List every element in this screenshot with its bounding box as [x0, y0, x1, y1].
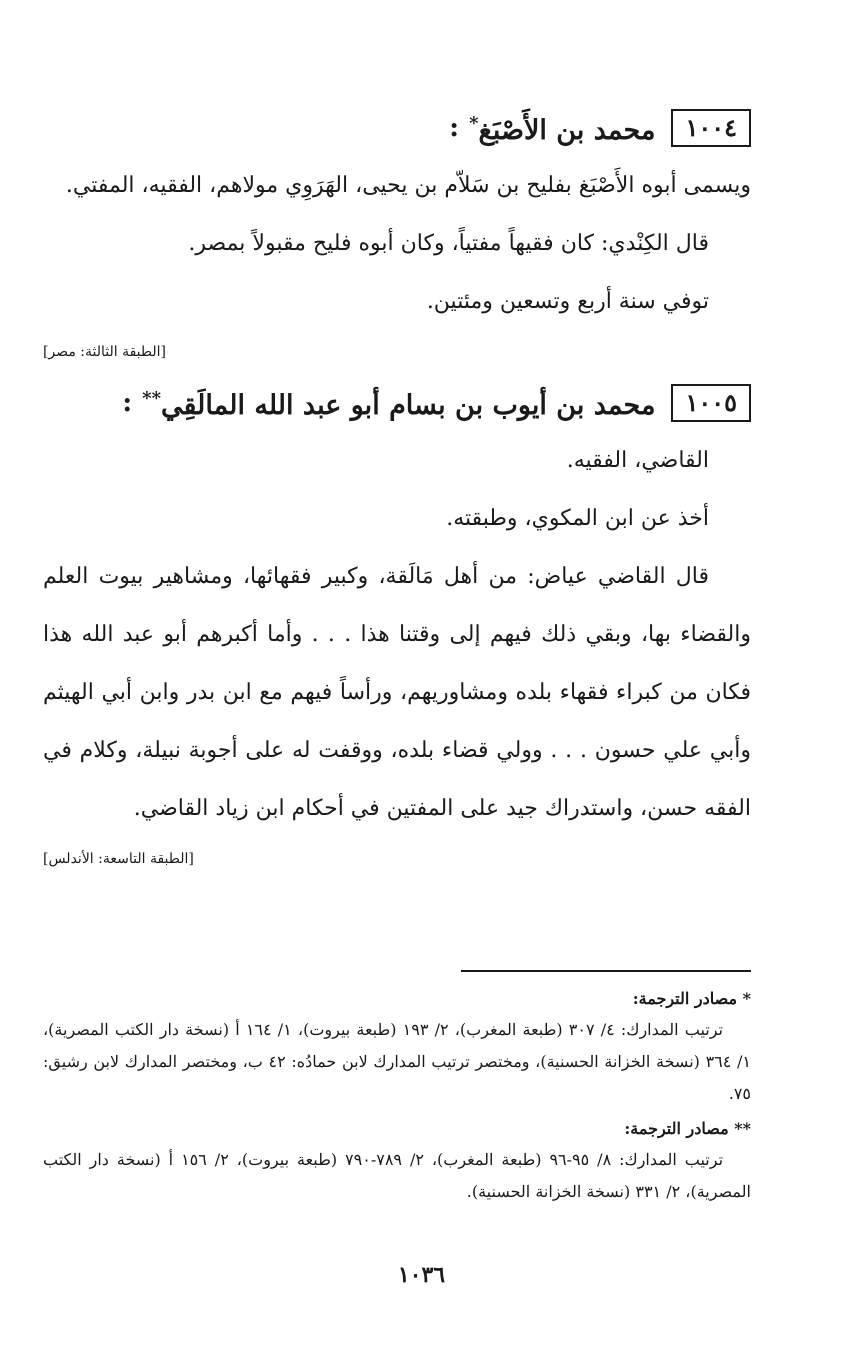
tabaqa-row [43, 838, 751, 882]
entry-paragraph: توفي سنة أربع وتسعين ومئتين. [426, 289, 709, 314]
entry-paragraph: قال الكِنْدي: كان فقيهاً مفتياً، وكان أبوه فليح مقبولاً بمصر. [188, 231, 709, 256]
entry-name [142, 375, 655, 430]
tabaqa-row [43, 331, 751, 375]
entry-colon: : [122, 386, 133, 418]
entry-paragraph: قال القاضي عياض: من أهل مَالَقة، وكبير فقهائها، ومشاهير بيوت العلم والقضاء بها، وبقي ذلك فيهم إلى وقتنا هذا . . . وأما أكبرهم أبو عبد الله هذا فكان من كبراء فقهاء بلده ومشاوريهم، ورأساً فيهم مع ابن بدر وابن أبي الهيثم وأبي علي حسون . . . وولي قضاء بلده، ووقفت له على أجوبة نبيلة، وكلام في الفقه حسن، واستدراك جيد على المفتين في أحكام ابن زياد القاضي. [43, 564, 752, 821]
footnote-marker: ** [142, 388, 161, 409]
tabaqa-label: [الطبقة التاسعة: الأندلس] [43, 851, 194, 867]
entry-number-box: ١٠٠٤ [671, 109, 751, 147]
page-number: ١٠٣٦ [397, 1262, 446, 1288]
entry-heading [43, 375, 751, 430]
footnote-divider [461, 970, 751, 972]
entry-paragraph: أخذ عن ابن المكوي، وطبقته. [446, 506, 709, 531]
footnote-text: ترتيب المدارك: ٨/ ٩٥-٩٦ (طبعة المغرب)، ٢/ ٧٨٩-٧٩٠ (طبعة بيروت)، ٢/ ١٥٦ أ (نسخة دار الكتب المصرية)، ٢/ ٣٣١ (نسخة الخزانة الحسنية). [43, 1150, 751, 1201]
entry-heading [43, 100, 751, 155]
footnote-marker: * [469, 113, 479, 134]
entry-name-text: محمد بن الأَصْبَغ [478, 115, 656, 146]
footnote-heading: ** مصادر الترجمة: [624, 1119, 751, 1138]
entry-colon: : [449, 111, 460, 143]
main-text-column [43, 100, 751, 882]
tabaqa-label: [الطبقة الثالثة: مصر] [43, 344, 166, 360]
footnotes-section [43, 970, 751, 1212]
entry-paragraph: القاضي، الفقيه. [566, 448, 709, 473]
entry-name-text: محمد بن أيوب بن بسام أبو عبد الله المالَقِي [161, 390, 656, 421]
entry-paragraph: ويسمى أبوه الأَصْبَغ بفليح بن سَلاّم بن يحيى، الهَرَوِي مولاهم، الفقيه، المفتي. [65, 173, 751, 198]
footnote-heading: * مصادر الترجمة: [632, 989, 751, 1008]
footnote-text: ترتيب المدارك: ٤/ ٣٠٧ (طبعة المغرب)، ٢/ ١٩٣ (طبعة بيروت)، ١/ ١٦٤ أ (نسخة دار الكتب المصرية)، ١/ ٣٦٤ (نسخة الخزانة الحسنية)، ومختصر ترتيب المدارك لابن حمادُه: ٤٢ ب، ومختصر المدارك لابن رشيق: ٧٥. [43, 1020, 752, 1103]
entry-number-box: ١٠٠٥ [671, 384, 751, 422]
entry-name [469, 100, 655, 155]
